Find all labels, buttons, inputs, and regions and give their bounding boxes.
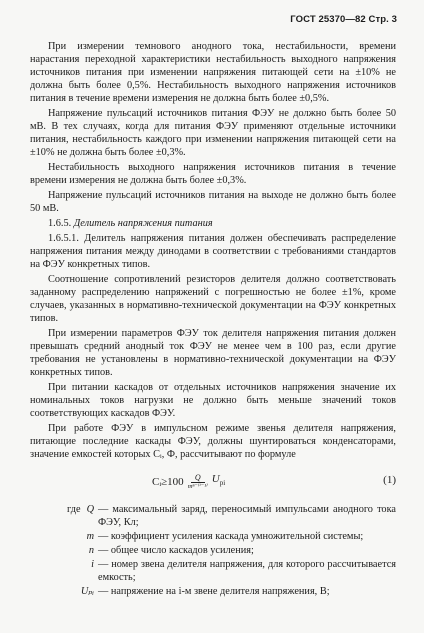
formula-rhs (212, 473, 225, 490)
definition-row (30, 503, 396, 529)
formula-number: (1) (383, 474, 396, 486)
formula-fraction (186, 473, 210, 491)
formula-expression (152, 473, 225, 491)
paragraph: При питании каскадов от отдельных источников напряжения значение их номинальных токов нагрузки не должно быть меньше значений токов соответствующих каскадов ФЭУ. (30, 382, 396, 419)
paragraph: При измерении параметров ФЭУ ток делителя напряжения питания должен превышать средний анодный ток ФЭУ не менее чем в 100 раз, если другие требования не установлены в нормативно-технической документации на ФЭУ конкретных типов. (30, 328, 396, 378)
formula-denominator: mⁿ⁻⁽ⁱ⁻¹⁾ (187, 483, 208, 490)
formula-rhs-symbol: U (211, 473, 220, 486)
definition-symbol: n (88, 545, 94, 556)
formula (30, 469, 396, 497)
definition-row (30, 544, 396, 557)
definition-text: — напряжение на i-м звене делителя напряжения, В; (98, 586, 330, 597)
paragraph: Соотношение сопротивлений резисторов делителя должно соответствовать заданному распределению напряжений с погрешностью не более ±1%, кроме случаев, указанных в нормативно-технической документации на ФЭУ конкретных типов. (30, 274, 396, 324)
definition-symbol: i (91, 559, 94, 570)
paragraph: При измерении темнового анодного тока, нестабильности, времени нарастания переходной характеристики нестабильность выходного напряжения источников питания при изменении напряжения питающей сети на ±10% не должна быть более 0,5%. Нестабильность выходного напряжения источников питания в течение времени измерения не должна быть более ±0,5%. (30, 41, 396, 104)
paragraph: 1.6.5.1. Делитель напряжения питания должен обеспечивать распределение напряжения питания между динодами в соответствии с требованиями стандартов на ФЭУ конкретных типов. (30, 233, 396, 270)
paragraph: Нестабильность выходного напряжения источников питания в течение времени измерения не должна быть более ±0,3%. (30, 162, 396, 186)
definition-symbol: m (86, 531, 94, 542)
formula-numerator: Q (191, 473, 205, 483)
symbol-definitions (30, 503, 396, 598)
paragraph: При работе ФЭУ в импульсном режиме звенья делителя напряжения, питающие последние каскады ФЭУ, должны шунтироваться конденсаторами, значение емкостей которых Cᵢ, Ф, рассчитывают по формуле (30, 423, 396, 460)
definition-row (30, 585, 396, 598)
formula-rhs-subscript: pi (219, 479, 226, 488)
definition-text: — номер звена делителя напряжения, для которого рассчитывается емкость; (98, 559, 396, 583)
paragraph: Напряжение пульсаций источников питания на выходе не должно быть более 50 мВ. (30, 190, 396, 214)
definition-text: — максимальный заряд, переносимый импульсами анодного тока ФЭУ, Кл; (98, 504, 396, 528)
formula-lhs: Cᵢ≥100 (152, 475, 184, 488)
definition-text: — общее число каскадов усиления; (98, 545, 254, 556)
definition-row (30, 558, 396, 584)
page-header: ГОСТ 25370—82 Стр. 3 (290, 14, 397, 25)
definition-text: — коэффициент усиления каскада умножительной системы; (98, 531, 364, 542)
section-number: 1.6.5. (48, 218, 72, 229)
where-prefix: где (67, 504, 81, 515)
paragraph: Напряжение пульсаций источников питания ФЭУ не должно быть более 50 мВ. В тех случаях, когда для питания ФЭУ применяют отдельные источники питания, нестабильность каждого при изменении напряжения питающей сети на ±10% не должна быть более ±0,3%. (30, 108, 396, 158)
definition-symbol: Q (86, 504, 94, 515)
definition-symbol: Uₚᵢ (80, 586, 94, 597)
definition-row (30, 530, 396, 543)
document-body (30, 40, 396, 599)
section-heading (30, 217, 396, 230)
section-title: Делитель напряжения питания (73, 218, 213, 229)
